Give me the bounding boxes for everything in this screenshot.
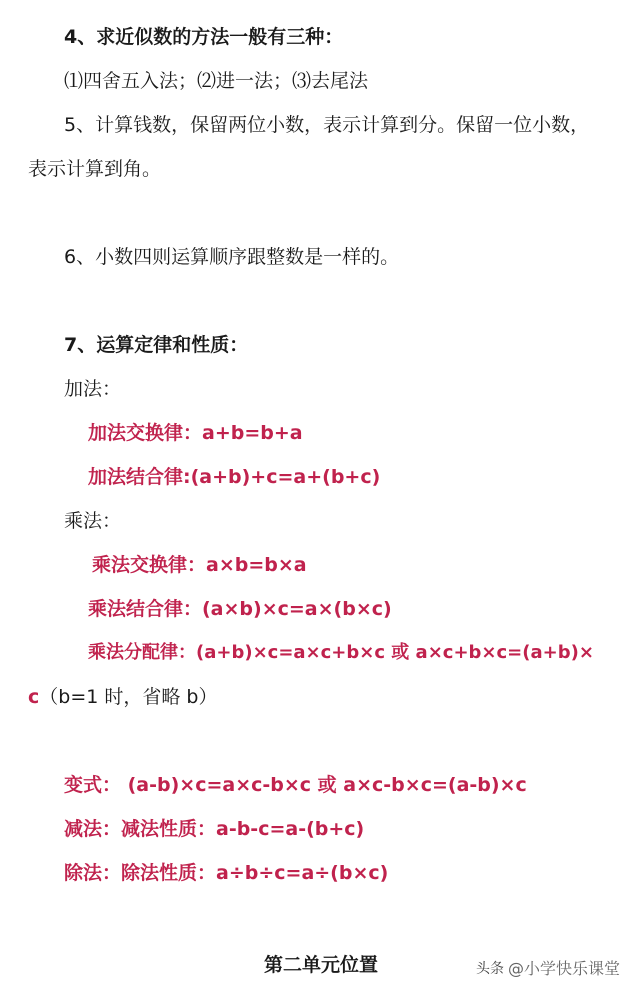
multiplication-distributive-law-line-2 (28, 684, 217, 710)
toutiao-logo-icon: 头条 (475, 961, 504, 977)
distributive-note: （b=1 时，省略 b） (39, 686, 218, 708)
section-7-heading: 7、运算定律和性质： (64, 334, 249, 356)
section-5-line-2: 表示计算到角。 (28, 158, 162, 180)
addition-associative-law: 加法结合律:(a+b)+c=a+(b+c) (88, 466, 381, 488)
section-6-text: 6、小数四则运算顺序跟整数是一样的。 (64, 246, 400, 268)
unit-2-title: 第二单元位置 (264, 954, 379, 976)
subtraction-property: 减法：减法性质：a-b-c=a-(b+c) (64, 818, 365, 840)
variant-formula: 变式： (a-b)×c=a×c-b×c 或 a×c-b×c=(a-b)×c (64, 774, 527, 796)
multiplication-associative-law: 乘法结合律：(a×b)×c=a×(b×c) (88, 598, 392, 620)
multiplication-commutative-law: 乘法交换律：a×b=b×a (92, 554, 307, 576)
division-property: 除法：除法性质：a÷b÷c=a÷(b×c) (64, 862, 389, 884)
watermark-handle: @小学快乐课堂 (507, 959, 620, 978)
multiplication-distributive-law-line-1: 乘法分配律：(a+b)×c=a×c+b×c 或 a×c+b×c=(a+b)× (88, 642, 594, 663)
multiplication-label: 乘法： (64, 510, 122, 532)
addition-commutative-law: 加法交换律：a+b=b+a (88, 422, 303, 444)
addition-label: 加法： (64, 378, 122, 400)
section-5-line-1: 5、计算钱数，保留两位小数，表示计算到分。保留一位小数， (64, 114, 590, 136)
distributive-c-term: c (28, 686, 40, 708)
section-4-heading: 4、求近似数的方法一般有三种： (64, 26, 344, 48)
section-4-methods: ⑴四舍五入法；⑵进一法；⑶去尾法 (64, 70, 369, 92)
watermark (476, 958, 620, 980)
